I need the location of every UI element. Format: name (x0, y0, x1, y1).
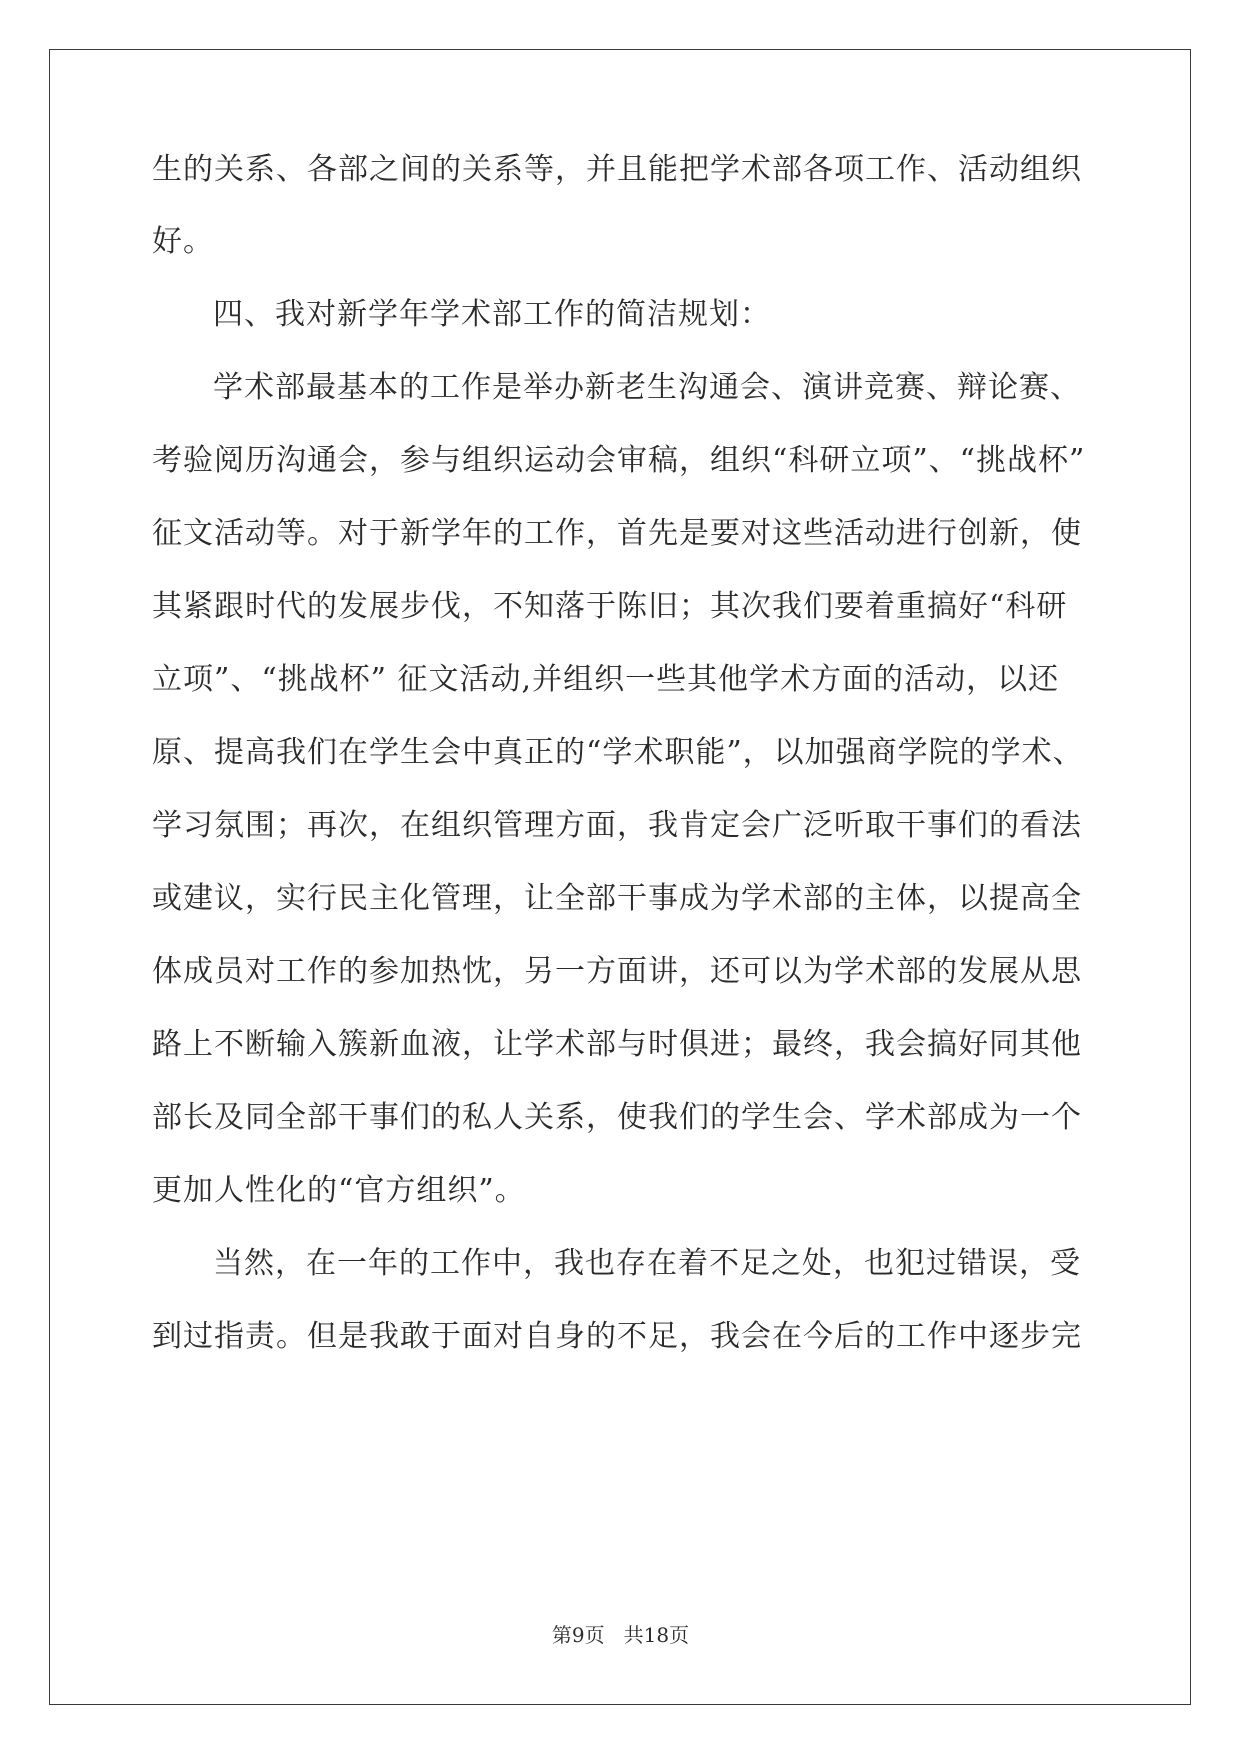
page-number-footer: 第9页 共18页 (551, 1623, 690, 1647)
body-line-8: 立项”、“挑战杯” 征文活动,并组织一些其他学术方面的活动，以还 (152, 662, 1060, 697)
section-heading: 四、我对新学年学术部工作的简洁规划： (213, 297, 771, 332)
body-line-5: 考验阅历沟通会，参与组织运动会审稿，组织“科研立项”、“挑战杯” (152, 443, 1086, 478)
body-line-16: 当然，在一年的工作中，我也存在着不足之处，也犯过错误，受 (213, 1246, 1081, 1281)
body-line-4: 学术部最基本的工作是举办新老生沟通会、演讲竞赛、辩论赛、 (213, 370, 1081, 405)
body-line-17: 到过指责。但是我敢于面对自身的不足，我会在今后的工作中逐步完 (152, 1319, 1082, 1354)
body-line-9: 原、提高我们在学生会中真正的“学术职能”，以加强商学院的学术、 (152, 735, 1084, 770)
body-line-2: 好。 (152, 224, 214, 259)
body-line-13: 路上不断输入簇新血液，让学术部与时俱进；最终，我会搞好同其他 (152, 1027, 1082, 1062)
body-line-7: 其紧跟时代的发展步伐，不知落于陈旧；其次我们要着重搞好“科研 (152, 589, 1068, 624)
body-line-15: 更加人性化的“官方组织”。 (152, 1173, 526, 1208)
body-line-1: 生的关系、各部之间的关系等，并且能把学术部各项工作、活动组织 (152, 152, 1082, 187)
body-line-12: 体成员对工作的参加热忱，另一方面讲，还可以为学术部的发展从思 (152, 954, 1082, 989)
body-line-11: 或建议，实行民主化管理，让全部干事成为学术部的主体，以提高全 (152, 881, 1082, 916)
body-line-10: 学习氛围；再次，在组织管理方面，我肯定会广泛听取干事们的看法 (152, 808, 1082, 843)
body-line-6: 征文活动等。对于新学年的工作，首先是要对这些活动进行创新，使 (152, 516, 1082, 551)
body-line-14: 部长及同全部干事们的私人关系，使我们的学生会、学术部成为一个 (152, 1100, 1082, 1135)
